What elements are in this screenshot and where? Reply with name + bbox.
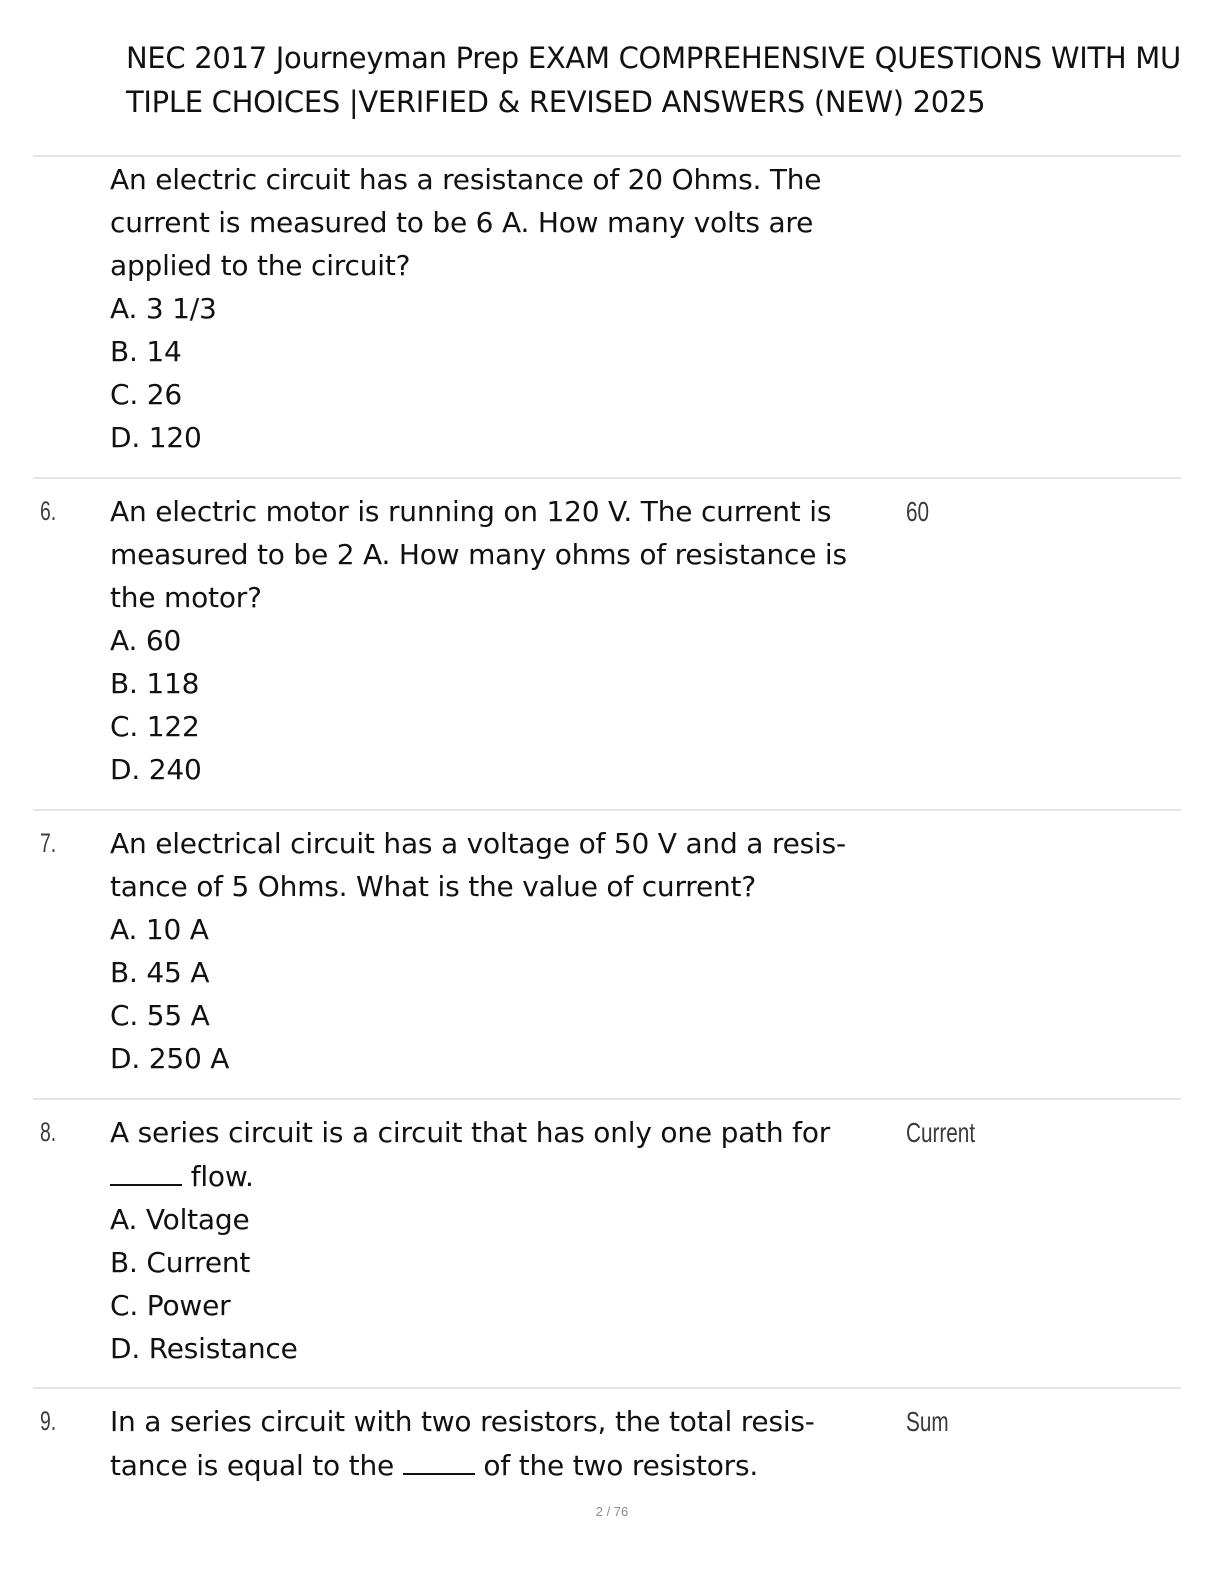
question-8-number: 8. bbox=[40, 1117, 57, 1147]
divider bbox=[33, 1098, 1181, 1100]
question-6-text-line-3: the motor? bbox=[110, 581, 262, 614]
question-9-text-line-2 bbox=[110, 1443, 900, 1487]
question-8-text-after-blank: flow. bbox=[182, 1160, 254, 1193]
question-7-option-d: D. 250 A bbox=[110, 1042, 230, 1075]
question-9-body bbox=[110, 1400, 900, 1487]
question-5-text-line-1: An electric circuit has a resistance of 20 Ohms. The bbox=[110, 163, 822, 196]
question-8-option-d: D. Resistance bbox=[110, 1332, 298, 1365]
question-8-body bbox=[110, 1111, 900, 1370]
question-9-number: 9. bbox=[40, 1406, 57, 1436]
question-5-text-line-3: applied to the circuit? bbox=[110, 249, 411, 282]
question-5-text-line-2: current is measured to be 6 A. How many volts are bbox=[110, 206, 814, 239]
question-8-option-a: A. Voltage bbox=[110, 1203, 250, 1236]
question-6-text-line-1: An electric motor is running on 120 V. The current is bbox=[110, 495, 832, 528]
question-9-text-before-blank: tance is equal to the bbox=[110, 1449, 403, 1482]
question-9-text-after-blank: of the two resistors. bbox=[474, 1449, 759, 1482]
divider bbox=[33, 1387, 1181, 1389]
document-title-line-1: NEC 2017 Journeyman Prep EXAM COMPREHENSIVE QUESTIONS WITH MU bbox=[126, 41, 1181, 75]
question-7-option-b: B. 45 A bbox=[110, 956, 210, 989]
document-title-line-2: TIPLE CHOICES |VERIFIED & REVISED ANSWERS (NEW) 2025 bbox=[126, 85, 986, 119]
question-6-answer: 60 bbox=[906, 496, 930, 527]
question-7-option-a: A. 10 A bbox=[110, 913, 209, 946]
question-7-body bbox=[110, 822, 900, 1080]
fill-in-blank bbox=[110, 1154, 182, 1186]
question-5-option-d: D. 120 bbox=[110, 421, 202, 454]
divider bbox=[33, 477, 1181, 479]
question-5-option-c: C. 26 bbox=[110, 378, 182, 411]
question-9-answer: Sum bbox=[906, 1406, 949, 1437]
divider bbox=[33, 155, 1181, 157]
question-5-body bbox=[110, 158, 900, 459]
question-8-text-line-2 bbox=[110, 1154, 900, 1198]
page-indicator: 2 / 76 bbox=[595, 1504, 629, 1519]
question-6-option-b: B. 118 bbox=[110, 667, 200, 700]
question-8-text-line-1: A series circuit is a circuit that has only one path for bbox=[110, 1116, 831, 1149]
question-6-option-a: A. 60 bbox=[110, 624, 182, 657]
question-7-number: 7. bbox=[40, 828, 57, 858]
question-7-option-c: C. 55 A bbox=[110, 999, 210, 1032]
fill-in-blank bbox=[403, 1443, 475, 1475]
question-6-option-d: D. 240 bbox=[110, 753, 202, 786]
question-8-option-c: C. Power bbox=[110, 1289, 231, 1322]
question-5-option-a: A. 3 1/3 bbox=[110, 292, 217, 325]
question-6-option-c: C. 122 bbox=[110, 710, 200, 743]
question-6-text-line-2: measured to be 2 A. How many ohms of resistance is bbox=[110, 538, 847, 571]
question-8-option-b: B. Current bbox=[110, 1246, 251, 1279]
question-7-text-line-1: An electrical circuit has a voltage of 50 V and a resis- bbox=[110, 827, 846, 860]
divider bbox=[33, 809, 1181, 811]
question-7-text-line-2: tance of 5 Ohms. What is the value of current? bbox=[110, 870, 756, 903]
question-8-answer: Current bbox=[906, 1117, 976, 1148]
question-5-option-b: B. 14 bbox=[110, 335, 182, 368]
question-9-text-line-1: In a series circuit with two resistors, the total resis- bbox=[110, 1405, 815, 1438]
document-title bbox=[126, 36, 1224, 124]
question-6-body bbox=[110, 490, 900, 791]
question-6-number: 6. bbox=[40, 496, 57, 526]
